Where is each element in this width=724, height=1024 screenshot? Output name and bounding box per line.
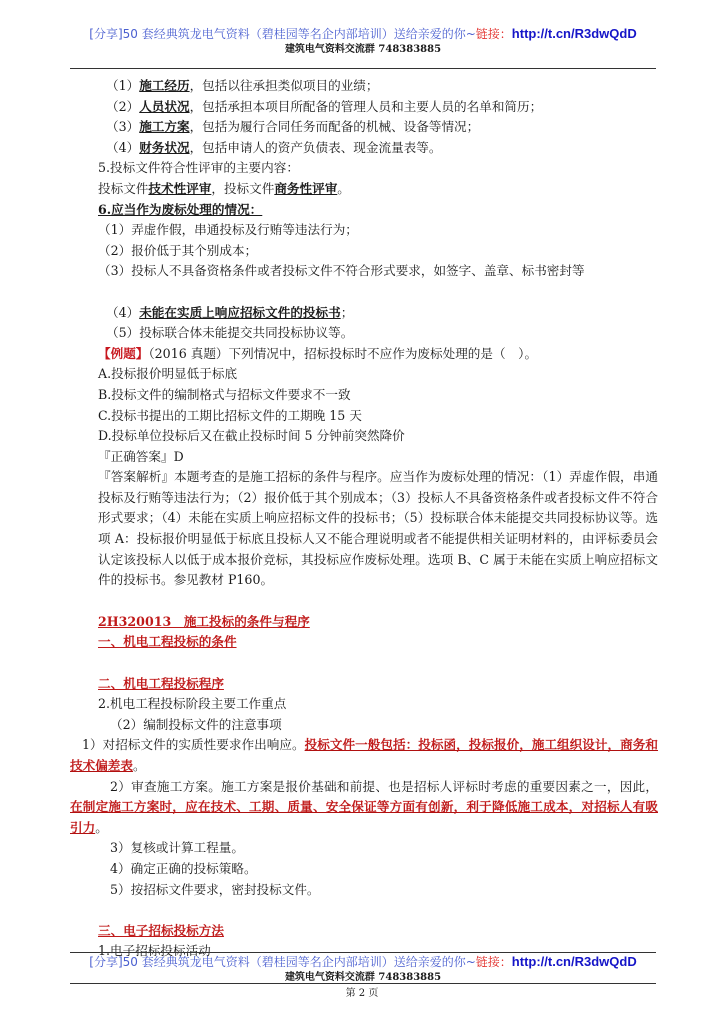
heading-conditions: 一、机电工程投标的条件 — [98, 634, 237, 650]
list-item: （2）编制投标文件的注意事项 — [110, 716, 282, 732]
list-item: （4）财务状况，包括申请人的资产负债表、现金流量表等。 — [106, 139, 442, 155]
example-question: 【例题】（2016 真题）下列情况中，招标投标时不应作为废标处理的是（ ）。 — [98, 345, 538, 361]
list-item: （5）投标联合体未能提交共同投标协议等。 — [106, 325, 354, 341]
list-item: 5）按招标文件要求，密封投标文件。 — [110, 881, 320, 897]
header-url-link[interactable]: http://t.cn/R3dwQdD — [511, 26, 637, 41]
list-item: （2）人员状况，包括承担本项目所配备的管理人员和主要人员的名单和简历； — [106, 98, 543, 114]
page-header — [70, 26, 656, 56]
list-item: （3）投标人不具备资格条件或者投标文件不符合形式要求，如签字、盖章、标书密封等 — [98, 263, 585, 279]
option-d: D.投标单位投标后又在截止投标时间 5 分钟前突然降价 — [98, 428, 405, 444]
highlight-text: 在制定施工方案时，应在技术、工期、质量、安全保证等方面有创新，利于降低施工成本，对招标人有吸引力 — [70, 799, 658, 835]
answer-analysis: 『答案解析』本题考查的是施工招标的条件与程序。应当作为废标处理的情况：（1）弄虚作假，串通投标及行贿等违法行为；（2）报价低于其个别成本；（3）投标人不具备资格条件或者投标文件不符合形式要求；（4）未能在实质上响应招标文件的投标书；（5）投标联合体未能提交共同投标协议等。选项 A：投标报价明显低于标底且投标人又不能合理说明或者不能提供相关证明材料的，由评标委员会认定该投标人以低于成本报价竞标，其投标应作废标处理。选项 B、C 属于未能在实质上响应招标文件的投标书。参见教材 P160。 — [98, 469, 658, 588]
footer-rule-top — [70, 952, 656, 953]
highlight-text: 投标文件一般包括：投标函，投标报价，施工组织设计，商务和技术偏差表 — [70, 737, 659, 774]
paragraph: 2）审查施工方案。施工方案是报价基础和前提、也是招标人评标时考虑的重要因素之一，因此，在制定施工方案时，应在技术、工期、质量、安全保证等方面有创新，利于降低施工成本，对招标人有吸引力。 — [70, 778, 658, 835]
list-item: （2）报价低于其个别成本； — [98, 242, 258, 258]
option-b: B.投标文件的编制格式与招标文件要求不一致 — [98, 386, 351, 402]
header-share-text: [分享]50 套经典筑龙电气资料（碧桂园等名企内部培训）送给亲爱的你~ — [89, 27, 476, 41]
numbered-item: 5.投标文件符合性评审的主要内容： — [98, 160, 299, 176]
header-share-line — [70, 26, 656, 42]
heading-procedure: 二、机电工程投标程序 — [98, 675, 224, 691]
list-item: （3）施工方案，包括为履行合同任务而配备的机械、设备等情况； — [106, 119, 480, 135]
numbered-item: 2.机电工程投标阶段主要工作重点 — [98, 696, 287, 712]
section-title: 2H320013 施工投标的条件与程序 — [98, 613, 310, 629]
correct-answer: 『正确答案』D — [98, 448, 184, 464]
option-a: A.投标报价明显低于标底 — [98, 366, 238, 382]
list-item: 3）复核或计算工程量。 — [110, 840, 244, 856]
header-link-label: 链接： — [475, 27, 512, 41]
heading-electronic: 三、电子招标投标方法 — [98, 922, 224, 938]
list-item: （1）弄虚作假，串通投标及行贿等违法行为； — [98, 222, 358, 238]
list-item: （1）施工经历，包括以往承担类似项目的业绩； — [106, 78, 379, 93]
paragraph: 1）对招标文件的实质性要求作出响应。投标文件一般包括：投标函，投标报价，施工组织设计，商务和技术偏差表。 — [70, 737, 659, 774]
header-group-text: 建筑电气资料交流群 748383885 — [284, 44, 442, 55]
footer-link-label: 链接： — [475, 955, 512, 969]
paragraph: 投标文件技术性评审，投标文件商务性评审。 — [98, 180, 350, 196]
footer-share-text: [分享]50 套经典筑龙电气资料（碧桂园等名企内部培训）送给亲爱的你~ — [89, 955, 476, 969]
header-rule — [70, 68, 656, 69]
footer-group-text: 建筑电气资料交流群 748383885 — [284, 972, 442, 983]
numbered-item: 6.应当作为废标处理的情况： — [98, 201, 263, 217]
option-c: C.投标书提出的工期比招标文件的工期晚 15 天 — [98, 407, 362, 423]
list-item: （4）未能在实质上响应招标文件的投标书； — [106, 304, 354, 320]
page-footer — [70, 954, 656, 984]
page-number: 第 2 页 — [345, 988, 379, 999]
numbered-item: 1.电子招标投标活动 — [98, 943, 211, 959]
footer-share-line — [70, 954, 656, 970]
list-item: 4）确定正确的投标策略。 — [110, 861, 257, 877]
example-tag: 【例题】 — [98, 345, 149, 361]
footer-url-link[interactable]: http://t.cn/R3dwQdD — [511, 954, 637, 969]
